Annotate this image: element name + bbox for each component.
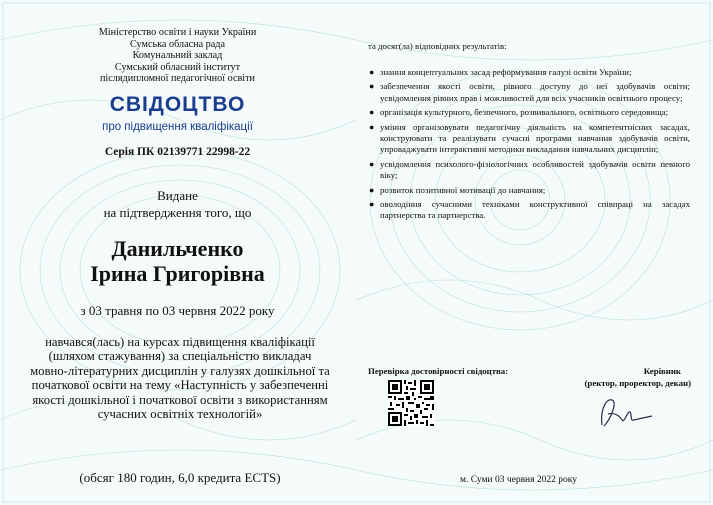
list-item xyxy=(368,199,690,222)
results-intro: та досяг(ла) відповідних результатів: xyxy=(368,41,507,51)
qr-code-icon[interactable] xyxy=(388,380,434,426)
bullet-icon: ● xyxy=(369,199,375,210)
bullet-icon: ● xyxy=(369,184,375,195)
certificate-subtitle: про підвищення кваліфікації xyxy=(102,121,253,133)
list-item xyxy=(368,185,690,196)
signature-icon xyxy=(596,390,656,435)
training-dates: з 03 травня по 03 червня 2022 року xyxy=(80,303,275,318)
issued-line: Видане xyxy=(157,188,198,203)
issuer-line: Сумська обласна рада xyxy=(130,38,225,50)
list-item xyxy=(368,81,690,104)
bullet-icon: ● xyxy=(369,158,375,169)
list-item-text: розвиток позитивної мотивації до навчання; xyxy=(380,184,546,195)
list-item xyxy=(368,122,690,156)
right-panel xyxy=(368,0,698,505)
bullet-icon: ● xyxy=(369,107,375,118)
recipient-name xyxy=(40,236,315,286)
list-item xyxy=(368,107,690,118)
list-item-text: забезпечення якості освіти, рівного доступу до неї здобувачів освіти; усвідомлення рівних прав і можливостей для всіх учасників освітнього процесу; xyxy=(380,81,690,103)
issuer-line: післядипломної педагогічної освіти xyxy=(99,73,256,85)
list-item-text: знання концептуальних засад реформування галузі освіти України; xyxy=(380,67,632,77)
recipient-surname: Данильченко xyxy=(111,236,244,261)
course-description: навчався(лась) на курсах підвищення кваліфікації (шляхом стажування) за спеціальністю викладач мовно-літературних дисциплін у галузях дошкільної та початкової освіти на тему «Наступність у забезпеченні якості дошкільної і початкової освіти з використанням сучасних освітніх технологій» xyxy=(30,335,330,422)
bullet-icon: ● xyxy=(369,67,375,77)
bullet-icon: ● xyxy=(369,121,375,132)
series-number: Серія ПК 02139771 22998-22 xyxy=(104,146,251,158)
issuer-line: Комунальний заклад xyxy=(132,50,223,62)
recipient-given-name: Ірина Григорівна xyxy=(90,261,265,286)
course-hours: (обсяг 180 годин, 6,0 кредита ECTS) xyxy=(79,470,281,485)
issued-text xyxy=(60,187,295,221)
list-item-text: усвідомлення психолого-фізіологічних особливостей здобувачів освіти певного віку; xyxy=(380,158,690,181)
list-item xyxy=(368,159,690,182)
issuer-line: Міністерство освіти і науки України xyxy=(98,27,257,38)
issued-line: на підтвердження того, що xyxy=(103,205,252,220)
certificate-title: СВІДОЦТВО xyxy=(109,93,246,116)
list-item-text: організація культурного, безпечного, розвивального, освітнього середовища; xyxy=(380,107,669,118)
place-date: м. Суми 03 червня 2022 року xyxy=(460,475,577,485)
list-item-text: оволодіння сучасними техніками конструктивної співпраці на засадах партнерства та партнерства. xyxy=(380,199,690,221)
list-item xyxy=(368,67,690,78)
head-title: Керівник xyxy=(643,366,681,376)
issuer-block xyxy=(60,27,295,85)
bullet-icon: ● xyxy=(369,81,375,92)
head-subtitle: (ректор, проректор, декан) xyxy=(584,378,691,388)
issuer-line: Сумський обласний інститут xyxy=(114,61,241,73)
verification-label: Перевірка достовірності свідоцтва: xyxy=(368,366,509,376)
list-item-text: уміння організовувати педагогічну діяльність на компетентнісних засадах, конструювати та реалізувати сучасні програми навчання здобувачів освіти, упроваджувати інтерактивні методики викладання навчальних дисциплін; xyxy=(380,121,690,155)
left-panel xyxy=(0,0,355,505)
results-list xyxy=(368,67,690,225)
